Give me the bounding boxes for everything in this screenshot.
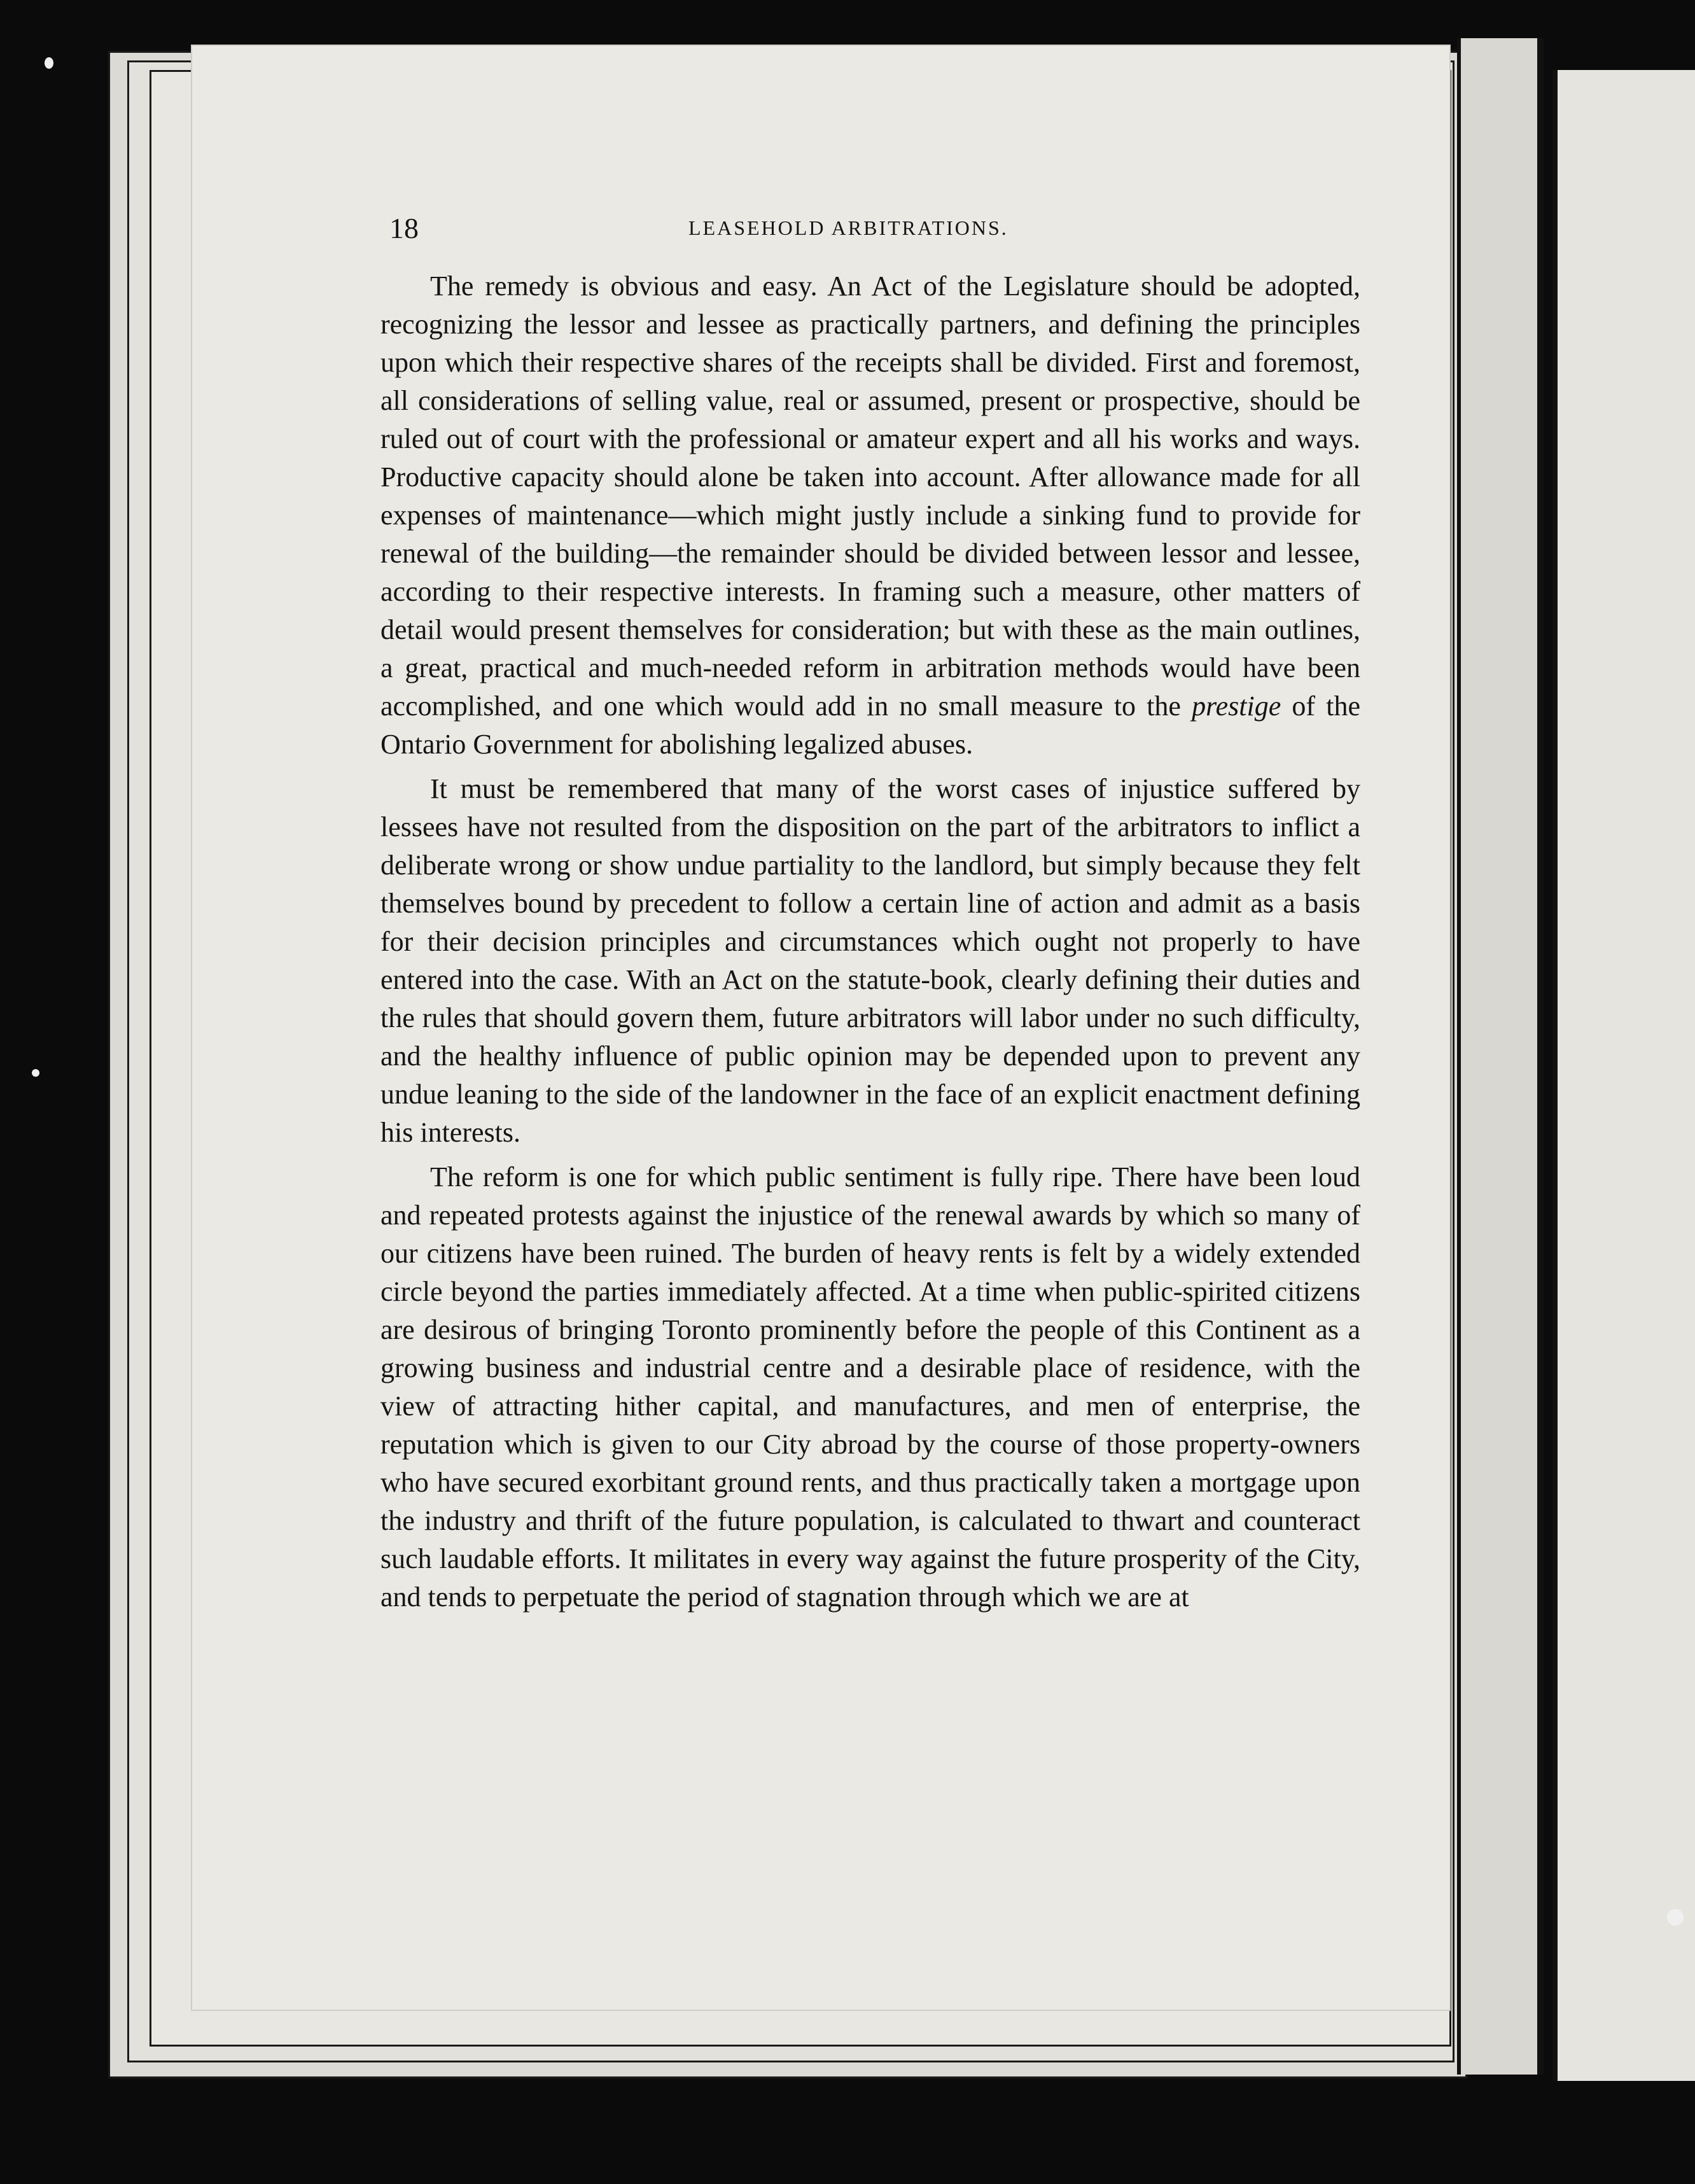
emphasis-prestige: prestige xyxy=(1192,690,1281,722)
paragraph-3: The reform is one for which public sentiment is fully ripe. There have been loud and repeated protests against the injustice of the renewal awards by which so many of our citizens have been ruined. The burden of heavy rents is felt by a widely extended circle beyond the parties immediately affected. At a time when public-spirited citizens are desirous of bringing Toronto prominently before the people of this Continent as a growing business and industrial centre and a desirable place of residence, with the view of attracting hither capital, and manufactures, and men of enterprise, the reputation which is given to our City abroad by the course of those property-owners who have secured exorbitant ground rents, and thus practically taken a mortgage upon the industry and thrift of the future population, is calculated to thwart and counteract such laudable efforts. It militates in every way against the future prosperity of the City, and tends to perpetuate the period of stagnation through which we are at xyxy=(380,1161,1360,1613)
body-text xyxy=(380,267,1360,1623)
paragraph-1-tail: of the Ontario Government for abolishing legalized abuses. xyxy=(380,690,1361,760)
page-number: 18 xyxy=(389,212,419,244)
scan-speck xyxy=(45,57,53,69)
page-fold-strip xyxy=(1457,38,1544,2075)
adjacent-page-edge xyxy=(1552,70,1695,2081)
paragraph-1-lead: The remedy is obvious and easy. An Act of the Legislature should be adopted, recognizing the lessor and lessee as practically partners, and defining the principles upon which their respective shares of the receipts shall be divided. First and foremost, all considerations of selling value, real or assumed, present or prospective, should be ruled out of court with the professional or amateur expert and all his works and ways. Productive capacity should alone be taken into account. After allowance made for all expenses of maintenance—which might justly include a sinking fund to provide for renewal of the building—the remainder should be divided between lessor and lessee, according to their respective interests. In framing such a measure, other matters of detail would present themselves for consideration; but with these as the main outlines, a great, practical and much-needed reform in arbitration methods would have been accomplished, and one which would add in no small measure to the xyxy=(380,270,1360,722)
scan-speck xyxy=(1667,1909,1684,1926)
paragraph-1 xyxy=(380,267,1360,764)
paragraph-2: It must be remembered that many of the worst cases of injustice suffered by lessees have not resulted from the disposition on the part of the arbitrators to inflict a deliberate wrong or show undue partiality to the landlord, but simply because they felt themselves bound by precedent to follow a certain line of action and admit as a basis for their decision principles and circumstances which ought not properly to have entered into the case. With an Act on the statute-book, clearly defining their duties and the rules that should govern them, future arbitrators will labor under no such difficulty, and the healthy influence of public opinion may be depended upon to prevent any undue leaning to the side of the landowner in the face of an explicit enactment defining his interests. xyxy=(380,773,1360,1148)
running-title: LEASEHOLD ARBITRATIONS. xyxy=(688,216,1008,239)
scan-speck xyxy=(32,1069,39,1077)
running-head xyxy=(389,211,1357,249)
